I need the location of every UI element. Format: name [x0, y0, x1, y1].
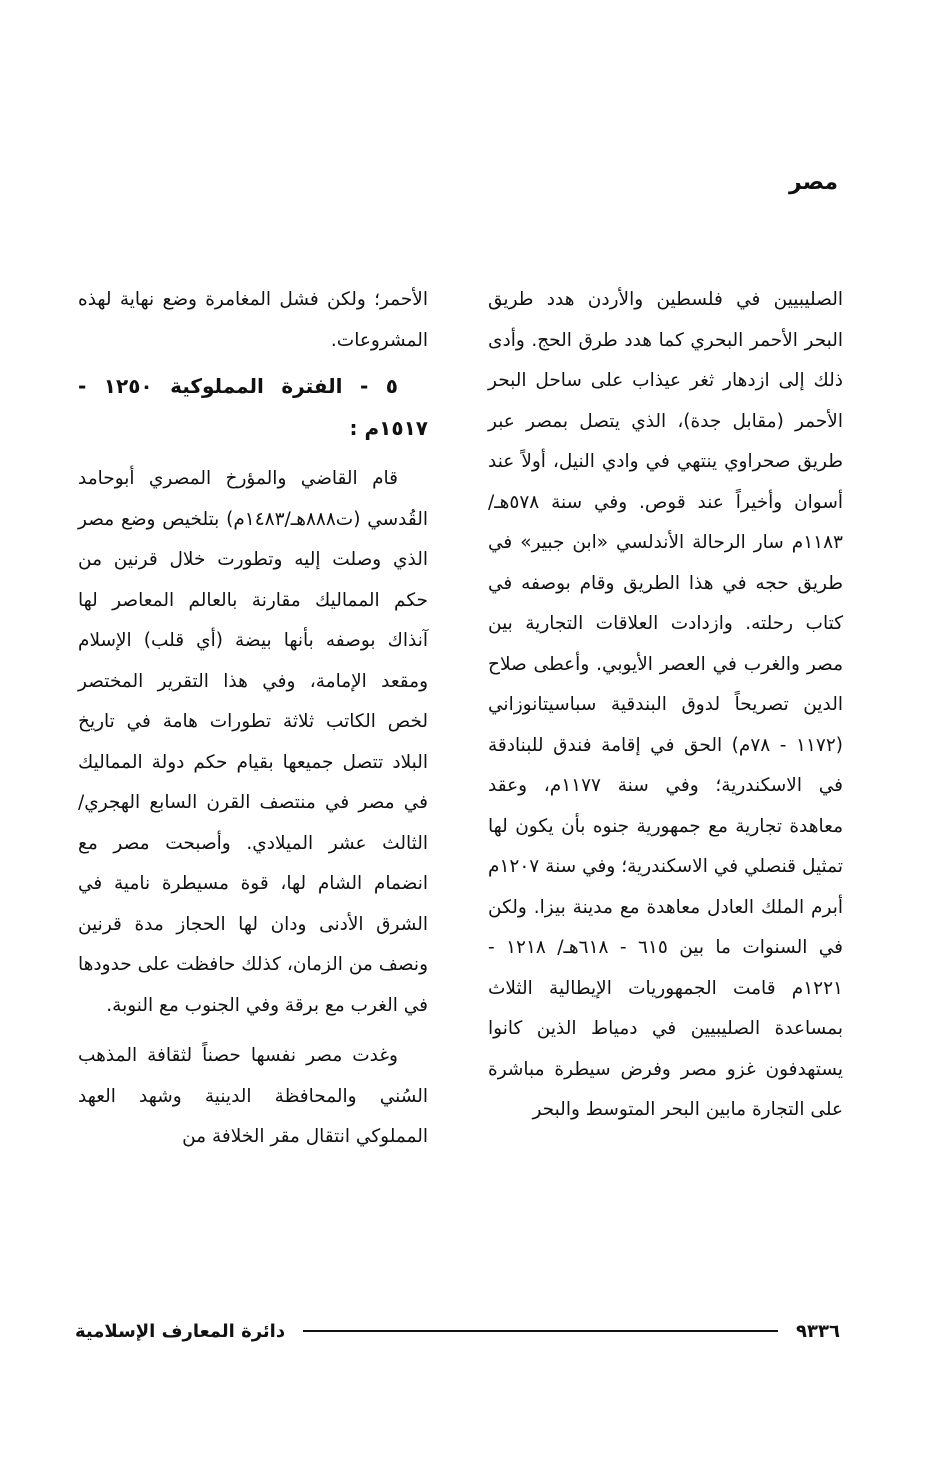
footer-divider	[303, 1330, 778, 1332]
left-column-paragraph-qudsi: قام القاضي والمؤرخ المصري أبوحامد القُدسي (ت٨٨٨هـ/١٤٨٣م) بتلخيص وضع مصر الذي وصلت إليه وتطورت خلال قرنين من حكم المماليك مقارنة بالعالم المعاصر لها آنذاك بوصفه بأنها بيضة (أي قلب) الإسلام ومقعد الإمامة، وفي هذا التقرير المختصر لخص الكاتب ثلاثة تطورات هامة في تاريخ البلاد تتصل جميعها بقيام حكم دولة المماليك في مصر في منتصف القرن السابع الهجري/ الثالث عشر الميلادي. وأصبحت مصر مع انضمام الشام لها، قوة مسيطرة نامية في الشرق الأدنى ودان لها الحجاز مدة قرنين ونصف من الزمان، كذلك حافظت على حدودها في الغرب مع برقة وفي الجنوب مع النوبة.	[78, 468, 428, 1016]
right-column	[488, 280, 843, 1131]
left-column-paragraph-continuation: الأحمر؛ ولكن فشل المغامرة وضع نهاية لهذه المشروعات.	[78, 289, 428, 351]
left-column	[78, 280, 428, 1158]
right-column-paragraph: الصليبيين في فلسطين والأردن هدد طريق البحر الأحمر البحري كما هدد طرق الحج. وأدى ذلك إلى ازدهار ثغر عيذاب على ساحل البحر الأحمر (مقابل جدة)، الذي يتصل بمصر عبر طريق صحراوي ينتهي في وادي النيل، أولاً عند أسوان وأخيراً عند قوص. وفي سنة ٥٧٨هـ/ ١١٨٣م سار الرحالة الأندلسي «ابن جبير» في طريق حجه في هذا الطريق وقام بوصفه في كتاب رحلته. وازدادت العلاقات التجارية بين مصر والغرب في العصر الأيوبي. وأعطى صلاح الدين تصريحاً لدوق البندقية سباسيتانوزاني (١١٧٢ - ٧٨م) الحق في إقامة فندق للبنادقة في الاسكندرية؛ وفي سنة ١١٧٧م، وعقد معاهدة تجارية مع جمهورية جنوه بأن يكون لها تمثيل قنصلي في الاسكندرية؛ وفي سنة ١٢٠٧م أبرم الملك العادل معاهدة مع مدينة بيزا. ولكن في السنوات ما بين ٦١٥ - ٦١٨هـ/ ١٢١٨ - ١٢٢١م قامت الجمهوريات الإيطالية الثلاث بمساعدة الصليبيين في دمياط الذين كانوا يستهدفون غزو مصر وفرض سيطرة مباشرة على التجارة مابين البحر المتوسط والبحر	[488, 289, 844, 1120]
running-header: مصر	[789, 170, 838, 195]
page-footer	[75, 1316, 840, 1346]
publication-title: دائرة المعارف الإسلامية	[75, 1320, 286, 1342]
left-column-paragraph-sunni: وغدت مصر نفسها حصناً لثقافة المذهب السُني والمحافظة الدينية وشهد العهد المملوكي انتقال مقر الخلافة من	[78, 1045, 428, 1147]
section-heading-mamluk-period: ٥ - الفترة المملوكية ١٢٥٠ - ١٥١٧م :	[78, 374, 428, 440]
page-number: ٩٣٣٦	[796, 1320, 840, 1342]
